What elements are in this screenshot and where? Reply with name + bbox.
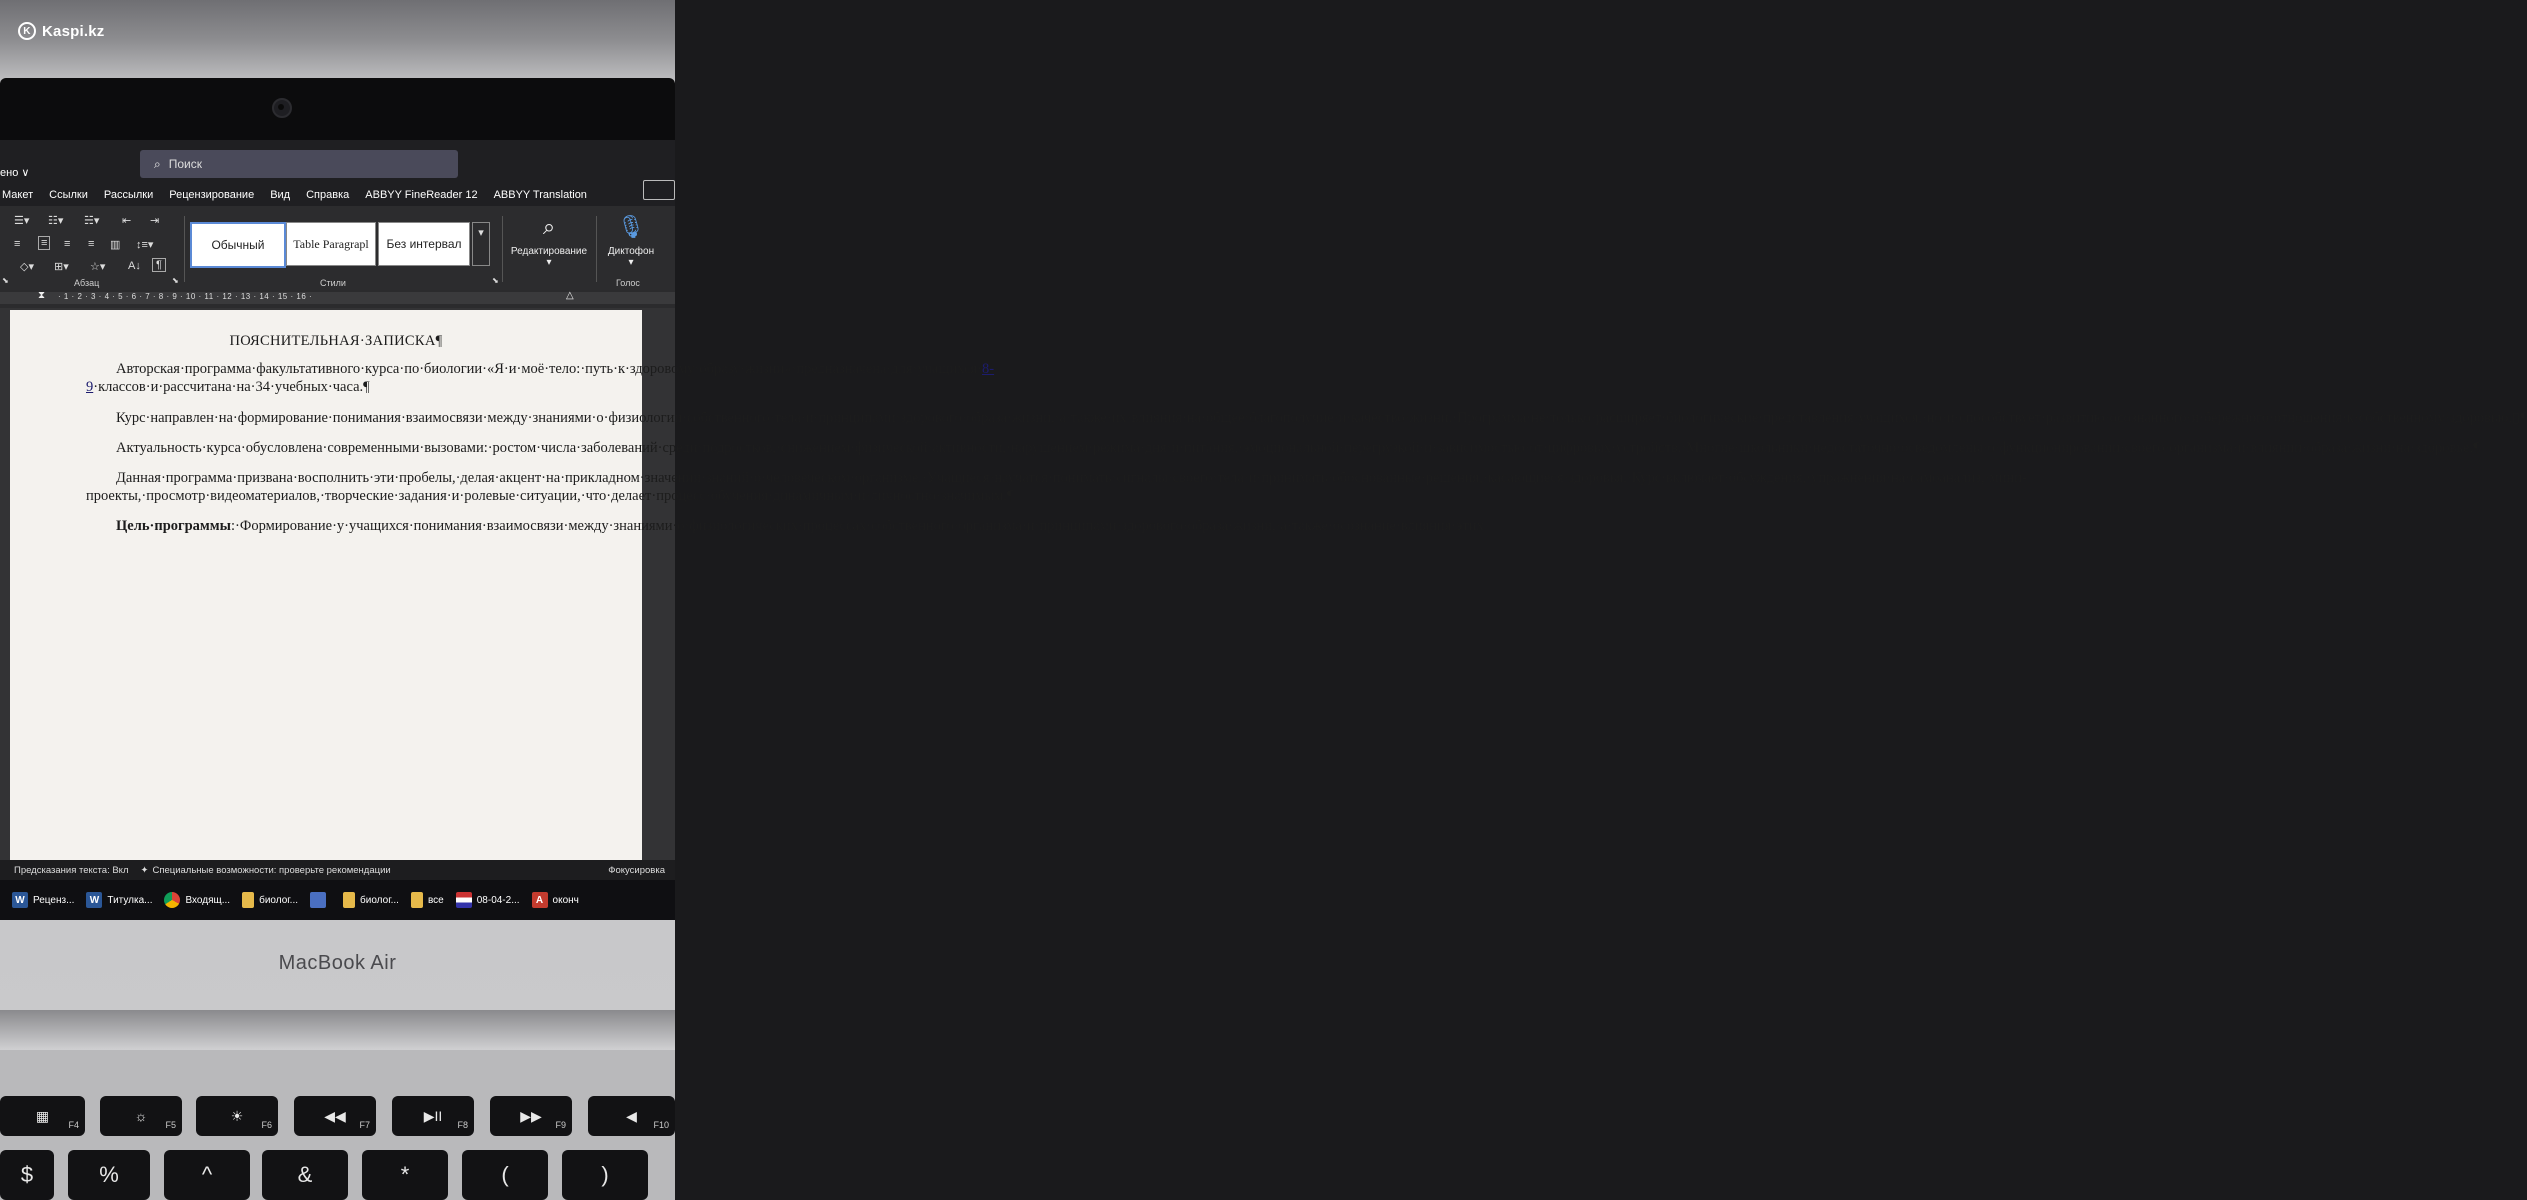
chevron-down-icon: ▾	[546, 257, 552, 268]
document-title[interactable]: ено ∨	[0, 167, 30, 179]
key-label: &	[297, 1162, 313, 1187]
taskbar-label: Титулка...	[107, 894, 153, 906]
taskbar-item-folder-bio[interactable]	[242, 892, 298, 908]
style-normal-label: Обычный	[211, 238, 265, 252]
key-f8[interactable]	[392, 1096, 474, 1136]
backlight-up-icon: ☀	[230, 1108, 244, 1124]
ribbon-tabs	[0, 184, 675, 206]
taskbar	[0, 880, 675, 920]
align-right-icon[interactable]: ≡	[64, 238, 71, 250]
key-label: F6	[261, 1120, 272, 1130]
taskbar-item-word-review[interactable]	[12, 892, 74, 908]
ribbon	[0, 206, 675, 291]
accessibility-icon: ✦	[140, 864, 149, 876]
divider	[502, 216, 503, 282]
laptop-brand: MacBook Air	[278, 952, 397, 974]
key-0[interactable]	[562, 1150, 648, 1200]
borders-icon[interactable]: ⊞▾	[54, 261, 69, 273]
ruler[interactable]	[0, 290, 675, 308]
laptop-hinge	[0, 1010, 675, 1050]
comments-icon[interactable]	[643, 180, 675, 200]
tab-view[interactable]: Вид	[270, 189, 291, 201]
key-label: F8	[457, 1120, 468, 1130]
line-spacing-icon[interactable]: ↕≡▾	[136, 239, 154, 251]
grade-link: 8-9	[86, 361, 995, 396]
tab-references[interactable]: Ссылки	[49, 189, 88, 201]
decrease-indent-icon[interactable]: ⇤	[122, 215, 132, 227]
divider	[184, 216, 185, 282]
key-f7[interactable]	[294, 1096, 376, 1136]
microphone-icon: 🎙	[617, 214, 645, 239]
folder-icon	[343, 892, 355, 908]
tab-abbyy-finereader[interactable]: ABBYY FineReader 12	[365, 189, 478, 201]
document-heading: ПОЯСНИТЕЛЬНАЯ·ЗАПИСКА¶	[229, 333, 443, 349]
shading-icon[interactable]: ◇▾	[20, 261, 34, 273]
editing-button[interactable]	[506, 214, 592, 268]
word-icon: W	[12, 892, 28, 908]
key-f6[interactable]	[196, 1096, 278, 1136]
style-table-paragraph[interactable]	[286, 222, 376, 266]
style-normal[interactable]	[190, 222, 286, 268]
kaspi-logo-icon: K	[18, 22, 36, 40]
increase-indent-icon[interactable]: ⇥	[150, 215, 160, 227]
sort-icon[interactable]: A↓	[128, 260, 141, 272]
mute-icon: ◀	[626, 1108, 637, 1124]
search-icon: ⌕	[154, 156, 161, 171]
paragraph-5-text: :·Формирование·у·учащихся·понимания·взаимосвязи·между·знаниями·о·физиологических·процессах·собственного·организма·и·принципами·здорового·образа·жизни,·а·также·осознание·влияния·этих	[231, 518, 1484, 535]
right-indent-marker-icon[interactable]: △	[566, 290, 574, 301]
chrome-icon	[164, 892, 180, 908]
pdf-icon: A	[532, 892, 548, 908]
paragraph-5	[86, 517, 1484, 535]
voice-group-label: Голос	[616, 278, 640, 288]
taskbar-item-app[interactable]	[310, 892, 331, 908]
key-label: %	[99, 1162, 119, 1187]
tab-mailings[interactable]: Рассылки	[103, 189, 154, 201]
paragraph-1-end: ·классов·и·рассчитана·на·34·учебных·часа.¶	[93, 379, 370, 396]
folder-icon	[242, 892, 254, 908]
image-icon	[456, 892, 472, 908]
backlight-down-icon: ☼	[134, 1108, 148, 1124]
fast-forward-icon: ▶▶	[520, 1108, 542, 1124]
screen	[0, 140, 2527, 920]
tab-help[interactable]: Справка	[306, 189, 350, 201]
key-label: )	[601, 1162, 609, 1187]
text-prediction-status[interactable]: Предсказания текста: Вкл	[14, 864, 129, 876]
align-left-icon[interactable]: ≡	[14, 238, 21, 250]
key-label: $	[20, 1162, 34, 1187]
multilevel-list-icon[interactable]: ☵▾	[84, 215, 100, 227]
dictation-button[interactable]	[600, 214, 662, 268]
goal-heading: Цель·программы	[116, 518, 231, 535]
key-f4[interactable]	[0, 1096, 85, 1136]
search-input[interactable]	[140, 150, 458, 178]
style-no-spacing-label: Без интервал	[386, 237, 462, 251]
font-launcher-icon[interactable]: ⬊	[2, 276, 9, 285]
key-label: F9	[555, 1120, 566, 1130]
key-label: F10	[653, 1120, 669, 1130]
style-table-paragraph-label: Table Paragrapl	[293, 236, 369, 251]
taskbar-item-date-file[interactable]	[456, 892, 520, 908]
key-f9[interactable]	[490, 1096, 572, 1136]
camera-icon	[272, 98, 292, 118]
paragraph-1-text: Авторская·программа·факультативного·курса·по·биологии·«Я·и·моё·тело:·путь·к·здоровому·образу·жизни»·предназначена·для·учащихся·	[116, 361, 983, 378]
asian-layout-icon[interactable]: ☆▾	[90, 261, 106, 273]
rewind-icon: ◀◀	[324, 1108, 346, 1124]
taskbar-label: биолог...	[259, 894, 299, 906]
show-marks-icon[interactable]: ¶	[152, 258, 166, 272]
paragraph-group-label: Абзац	[74, 278, 100, 288]
key-5[interactable]	[68, 1150, 150, 1200]
taskbar-label: биолог...	[360, 894, 399, 906]
document-area[interactable]	[0, 308, 2527, 860]
taskbar-label: оконч	[552, 894, 579, 906]
key-4[interactable]	[0, 1150, 54, 1200]
indent-marker-icon[interactable]: ⧗	[38, 290, 46, 301]
tab-layout[interactable]: Макет	[2, 189, 34, 201]
key-label: (	[501, 1162, 509, 1187]
key-label: F7	[359, 1120, 370, 1130]
divider	[596, 216, 597, 282]
document-body[interactable]	[86, 332, 2527, 548]
style-no-spacing[interactable]	[378, 222, 470, 266]
styles-launcher-icon[interactable]: ⬊	[492, 276, 499, 285]
tab-abbyy-translation[interactable]: ABBYY Translation	[493, 189, 587, 201]
columns-icon[interactable]: ▥	[110, 239, 121, 251]
taskbar-item-word-title[interactable]	[86, 892, 152, 908]
styles-group-label: Стили	[320, 278, 346, 288]
title-bar	[0, 140, 675, 184]
key-label: ^	[201, 1162, 213, 1187]
taskbar-item-pdf[interactable]	[532, 892, 579, 908]
launchpad-icon: ▦	[35, 1108, 50, 1124]
watermark-text: Kaspi.kz	[42, 22, 105, 40]
paragraph-2: Курс·направлен·на·формирование·понимания·взаимосвязи·между·знаниями·о·физиологии·собственного·тела·и·принципами·здорового·образа·жизни,·а·также·их·влияния·на·общее·благополучие·и·качество·жизни.·Программа·не·только·расширяет·биологические·представления·учащихся,·но·и·способствует·развитию·осознанного·и·бережного·отношения·к·собственному·здоровью.▯¶	[116, 409, 2527, 426]
key-label: F5	[165, 1120, 176, 1130]
taskbar-item-chrome[interactable]	[164, 892, 230, 908]
taskbar-label: все	[427, 894, 444, 906]
watermark	[18, 22, 104, 40]
numbering-icon[interactable]: ☷▾	[48, 215, 64, 227]
key-7[interactable]	[262, 1150, 348, 1200]
taskbar-label: 08-04-2...	[476, 894, 520, 906]
ruler-marks: · 1 · 2 · 3 · 4 · 5 · 6 · 7 · 8 · 9 · 10 · 11 · 12 · 13 · 14 · 15 · 16 ·	[58, 292, 313, 301]
chevron-down-icon: ▾	[628, 257, 634, 268]
tab-review[interactable]: Рецензирование	[169, 189, 255, 201]
justify-icon[interactable]: ≡	[88, 238, 95, 250]
key-label: F4	[68, 1120, 79, 1130]
search-placeholder: Поиск	[168, 157, 202, 171]
focus-mode-button[interactable]: Фокусировка	[608, 864, 665, 876]
accessibility-status[interactable]: Специальные возможности: проверьте рекомендации	[152, 864, 391, 876]
folder-icon	[411, 892, 423, 908]
taskbar-label: Входящ...	[185, 894, 231, 906]
editing-label: Редактирование	[510, 246, 588, 257]
taskbar-item-folder-bio-2[interactable]	[343, 892, 399, 908]
paragraph-3: Актуальность·курса·обусловлена·современными·вызовами:·ростом·числа·заболеваний·среди·подростков,·снижением·физической·активности,·нарушением·режима·дня·и·питания,·эмоциональной·перегрузкой·и·зависимостью·от·цифровых·устройств.·Многие·школьники·недостаточно·осведомлены·о·функционировании·своего·организма·и·влиянии·образа·жизни·на·здоровье.¶	[116, 439, 2480, 456]
bullets-icon[interactable]: ☰▾	[14, 215, 30, 227]
key-f10[interactable]	[588, 1096, 675, 1136]
key-6[interactable]	[164, 1150, 250, 1200]
key-9[interactable]	[462, 1150, 548, 1200]
keyboard	[0, 1050, 675, 1200]
taskbar-item-folder-all[interactable]	[411, 892, 444, 908]
key-f5[interactable]	[100, 1096, 182, 1136]
status-bar	[0, 860, 675, 880]
styles-more-icon[interactable]: ▾	[472, 222, 490, 266]
magnifier-icon: ⌕	[542, 214, 556, 239]
paragraph-1	[86, 360, 995, 396]
paragraph-launcher-icon[interactable]: ⬊	[172, 276, 179, 285]
paragraph-4: Данная·программа·призвана·восполнить·эти·пробелы,·делая·акцент·на·прикладном·значении·знаний·о·человеческом·организме.·Учащиеся·научатся·понимать·сигналы·своего·тела·и·принимать·обоснованные·решения,·касающиеся·здоровья.·Курс·включает·обсуждения,·упражнения·на·самоанализ,·мини-проекты,·просмотр·видеоматериалов,·творческие·задания·и·ролевые·ситуации,·что·делает·процесс·обучения·динамичным·и·личностно·значимым.¶	[86, 470, 2027, 505]
app-icon	[310, 892, 326, 908]
key-label: *	[400, 1162, 410, 1187]
word-icon: W	[86, 892, 102, 908]
play-pause-icon: ▶II	[423, 1108, 443, 1124]
align-center-icon[interactable]: ≡	[38, 236, 50, 250]
key-8[interactable]	[362, 1150, 448, 1200]
taskbar-label: Реценз...	[33, 894, 75, 906]
dictation-label: Диктофон	[607, 246, 655, 257]
